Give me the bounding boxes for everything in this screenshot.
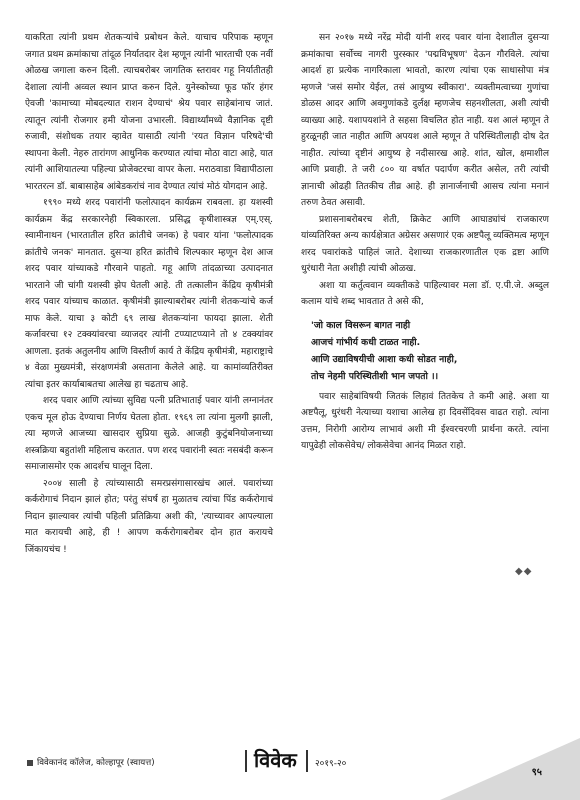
- footer-divider: [245, 750, 247, 772]
- paragraph-closing: पवार साहेबांविषयी जितकं लिहावं तितकेच ते कमी आहे. अशा या अष्टपैलू, धुरंधरी नेत्याच्या यशाचा आलेख हा दिवसेंदिवस वाढत राहो. त्यांना उत्तम, निरोगी आरोग्य लाभावं अशी मी ईश्वरचरणी प्रार्थना करते. त्यांना यापुढेही लोकसेवेच/ लोकसेवेचा आनंद मिळत राहो.: [301, 391, 549, 451]
- paragraph-kalam-intro: अशा या कर्तुत्ववान व्यक्तीकडे पाहिल्यावर मला डॉ. ए.पी.जे. अब्दुल कलाम यांचे शब्द भावतात ते असे की,: [301, 280, 549, 307]
- paragraph-padma: सन २०१७ मध्ये नरेंद्र मोदी यांनी शरद पवार यांना देशातील दुसऱ्या क्रमांकाचा सर्वोच्च नागरी पुरस्कार 'पद्मविभूषण' देऊन गौरविले. त्यांचा आदर्श हा प्रत्येक नागरिकाला भावतो, कारण त्यांचा एक साधासोपा मंत्र म्हणजे 'जसं समोर येईल, तसं आयुष्य स्वीकारा'. व्यक्तीमत्वाच्या गुणांचा डोळस आदर आणि अवगुणांकडे दुर्लक्ष म्हणजेच सहनशीलता, अशी त्यांची व्याख्या आहे. यशापयशांने ते सहसा विचलित होत नाही. यश आलं म्हणून ते हुरळूनही जात नाहीत आणि अपयश आले म्हणून ते परिस्थितीलाही दोष देत नाहीत. त्यांच्या दृष्टीनं आयुष्य हे नदीसारख आहे. शांत, खोल, क्षमाशील आणि प्रवाही. ते जरी ८०० या वर्षात पदार्पण करीत असेल, तरी त्यांची ज्ञानाची ओढही तितकीच तीव्र आहे. ही ज्ञानार्जनाची आसच त्यांना मनानं तरुण ठेवत असावी.: [301, 33, 549, 208]
- poem-quote: [301, 317, 549, 385]
- left-column: [25, 30, 273, 558]
- footer-college: [27, 756, 155, 768]
- paragraph-versatile: प्रशासनाबरोबरच शेती, क्रिकेट आणि आघाड्यांचं राजकारण यांव्यतिरिक्त अन्य कार्यक्षेत्रात अग्रेसर असणारं एक अष्टपैलू व्यक्तिमत्व म्हणून शरद पवारांकडे पाहिलं जाते. देशाच्या राजकारणातील एक द्रष्टा आणि धुरंधारी नेता अशीही त्यांची ओळख.: [301, 214, 549, 274]
- bullet-square-icon: [27, 760, 33, 766]
- footer-year: २०१९-२०: [315, 759, 347, 769]
- poem-line: आणि उद्याविषयीची आशा कधी सोडत नाही,: [311, 353, 458, 365]
- paragraph-intro: याकरिता त्यांनी प्रथम शेतकऱ्यांचे प्रबोधन केले. याचाच परिपाक म्हणून जगात प्रथम क्रमांकाचा तांदूळ निर्यातदार देश म्हणून त्यांनी भारताची एक नवीं ओळख जगाला करुन दिली. त्याचबरोबर जागतिक स्तरावर गहू निर्यातीतही देशाला त्यांनी अव्वल स्थान प्राप्त करुन दिले. युनेस्कोच्या फूड फॉर हंगर ऐवजी 'कामाच्या मोबदल्यात राशन देण्याचं' श्रेय पवार साहेबांनाच जातं. त्यातून त्यांनी रोजगार हमी योजना उभारली. विद्यार्थ्यांमध्ये वैज्ञानिक दृष्टी रुजावी, संशोधक तयार व्हावेत यासाठी त्यांनी 'रयत विज्ञान परिषदे'ची स्थापना केली. नेहरु तारांगण आधुनिक करण्यात त्यांचा मोठा वाटा आहे, यात त्यांनी आशियातल्या पहिल्या प्रोजेक्टरचा वापर केला. मराठवाडा विद्यापीठाला भारतरत्न डॉ. बाबासाहेब आंबेडकरांचं नाव देण्यात त्यांचं मोठं योगदान आहे.: [25, 33, 273, 192]
- paragraph-horticulture: १९९० मध्ये शरद पवारांनी फलोत्पादन कार्यक्रम राबवला. हा यशस्वी कार्यक्रम केंद्र सरकारनेही स्विकारला. प्रसिद्ध कृषीशास्त्रज्ञ एम्.एस्. स्वामीनाथन (भारतातील हरित क्रांतीचे जनक) हे पवार यांना 'फलोत्पादक क्रांतीचे जनक' मानतात. दुसऱ्या हरित क्रांतीचे शिल्पकार म्हणून देश आज शरद पवार यांच्याकडे गौरवाने पाहतो. गहू आणि तांदळाच्या उत्पादनात भारताने जी चांगी यशस्वी झेप घेतली आहे. ती तत्कालीन केंद्रिय कृषीमंत्री शरद पवार यांच्याच काळात. कृषीमंत्री झाल्याबरोबर त्यांनी शेतकऱ्यांचे कर्ज माफ केले. याचा ३ कोटी ६९ लाख शेतकऱ्यांना फायदा झाला. शेती कर्जावरचा १२ टक्क्यांवरचा व्याजदर त्यांनी टप्प्याटप्प्याने तो ४ टक्क्यांवर आणला. इतकं अतुलनीय आणि विस्तीर्ण कार्य ते केंद्रिय कृषीमंत्री, महाराष्ट्राचे ४ वेळा मुख्यमंत्री, संरक्षणमंत्री असताना केलेले आहे. या कामांव्यतिरीक्त त्यांचा इतर कार्याबाबतचा आलेख हा चढताच आहे.: [25, 198, 273, 390]
- corner-decoration: [440, 738, 580, 800]
- poem-line: 'जो काल विसरून बागत नाही: [311, 319, 411, 331]
- end-ornament: ◆◆: [515, 566, 533, 577]
- poem-line: तोच नेहमी परिस्थितीशी भान जपतो ।।: [311, 370, 439, 382]
- footer-college-label: विवेकानंद कॉलेज, कोल्हापूर (स्वायत्त): [37, 758, 155, 768]
- paragraph-cancer: २००४ साली हे त्यांच्यासाठी समरप्रसंगासारखंच आलं. पवारांच्या कर्करोगाचं निदान झालं होत; परंतु संघर्ष हा मुळातच त्यांचा पिंड कर्करोगाचं निदान झाल्यावर त्यांची पहिली प्रतिक्रिया अशी की, 'त्याच्यावर आपल्याला मात करायची आहे, ही ! आपण कर्करोगाबरोबर दोन हात करायचे जिंकायचंच !: [25, 478, 273, 555]
- page-number: ९५: [531, 767, 542, 778]
- paragraph-family: शरद पवार आणि त्यांच्या सुविद्य पत्नी प्रतिभाताई पवार यांनी लग्नानंतर एकच मूल होऊ देण्याचा निर्णय घेतला होता. १९६९ ला त्यांना मुलगी झाली, त्या म्हणजे आजच्या खासदार सुप्रिया सुळे. आजही कुटुंबनियोजनाच्या शस्त्रक्रिया बहुतांशी महिलाच करतात. पण शरद पवारांनी स्वतः नसबंदी करून समाजासमोर एक आदर्शच घालून दिला.: [25, 396, 273, 472]
- right-column: [301, 30, 549, 455]
- magazine-logo: विवेक: [254, 748, 297, 772]
- footer-divider: [306, 750, 308, 772]
- poem-line: आजचं गांभीर्य कधी टाळत नाही.: [311, 336, 421, 348]
